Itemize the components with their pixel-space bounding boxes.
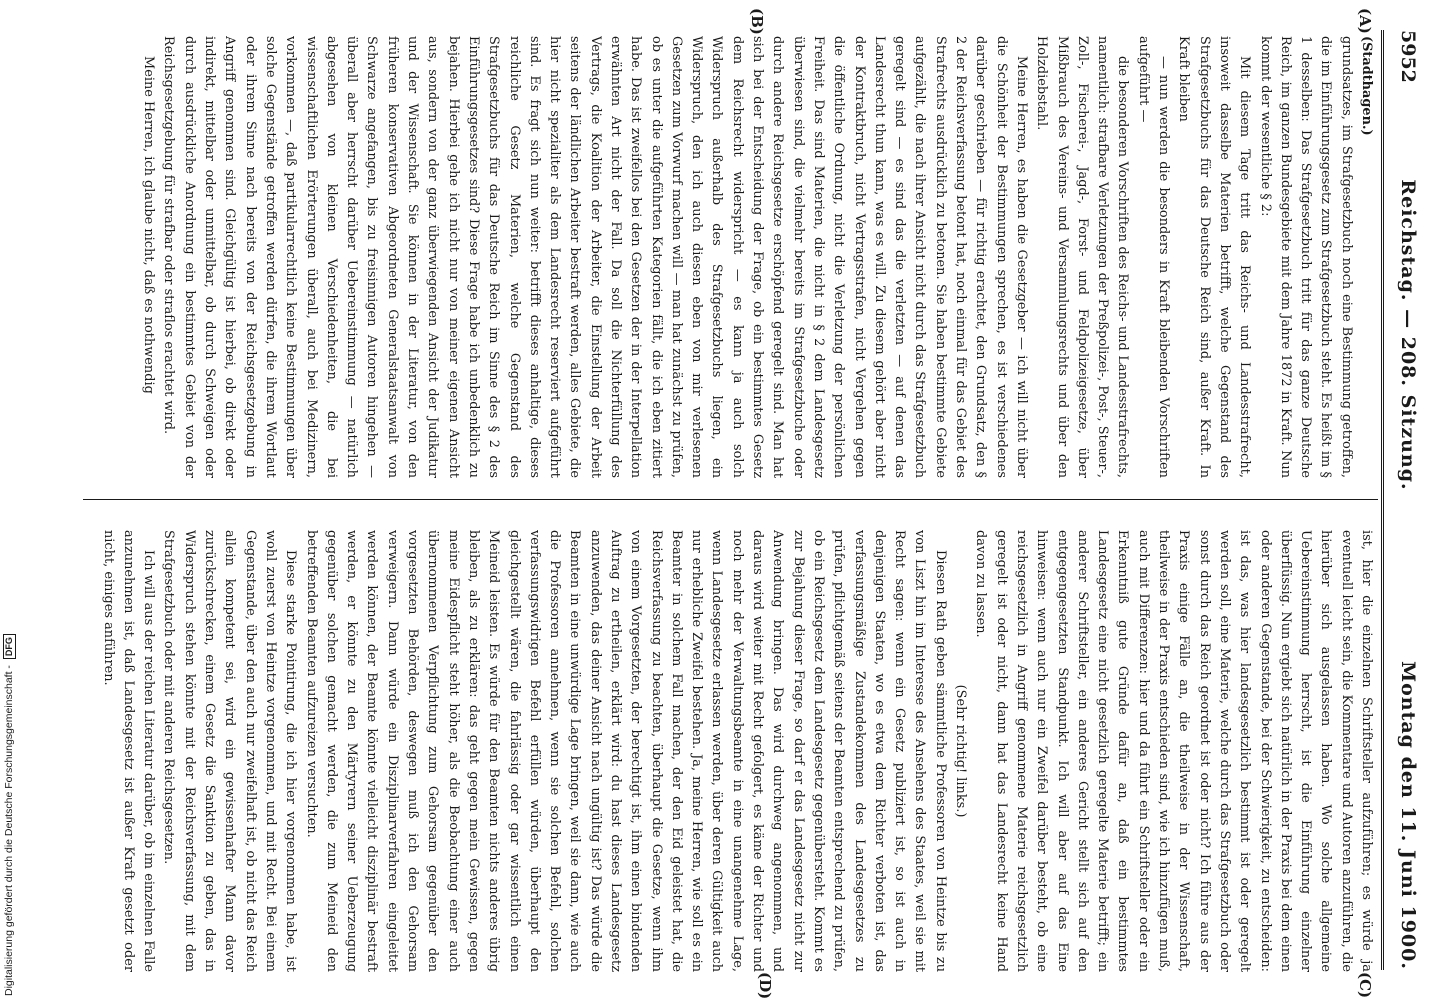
column-divider <box>83 499 1378 500</box>
paragraph: Meine Herren, es haben die Gesetzgeber — ich will nicht über die Schönheit der Bestimmungen sprechen, es ist verschiedenes darüber geschrieben — für richtig erachtet, den Grundsatz, den § 2 der Reichsverfassung betont hat, noch einmal für das Gebiet des Strafrechts ausdrücklich zu betonen. Sie haben bestimmte Gebiete aufgezählt, die nach ihrer Ansicht nicht durch das Strafgesetzbuch geregelt sind — es sind das die verletzten — auf denen das Landesrecht thun kann, was es will. Zu diesem gehört aber nicht der Kontraktbruch, nicht Vertragsstrafen, nicht Vergehen gegen die öffentliche Ordnung, nicht die Verletzung der persönlichen Freiheit. Das sind Materien, die nicht in § 2 dem Landesgesetz überwiesen sind, die vielmehr bereits im Strafgesetzbuche oder durch andere Reichsgesetze erschöpfend geregelt sind. Man hat sich bei der Entscheidung der Frage, ob ein bestimmtes Gesetz dem Reichsrecht widerspricht — es kann ja auch solch Widerspruch außerhalb des Strafgesetzbuchs liegen, ein Widerspruch, den ich auch diesen eben von mir verlesenen Gesetzen zum Vorwurf machen will — man hat zunächst zu prüfen, ob es unter die aufgeführten Kategorien fällt, die ich eben zitiert habe. Das ist zweifellos bei den Gesetzen der in der Interpellation erwähnten Art nicht der Fall. Da soll die Nichterfüllung des Vertrags, die Koalition der Arbeiter, die Einstellung der Arbeit seitens der ländlichen Arbeiter bestraft werden, alles Gebiete, die hier nicht spezialiter als dem Landesrecht reserviert aufgeführt sind. Es fragt sich nun weiter: betrifft dieses anhaltige, dieses reichliche Gesetz Materien, welche Gegenstand des Strafgesetzbuchs für das Deutsche Reich im Sinne des § 2 des Einführungsgesetzes sind? Diese Frage habe ich unbedenklich zu bejahen. Hierbei gehe ich nicht nur von meiner eigenen Ansicht aus, sondern von der ganz überwiegenden Ansicht der Judikatur und der Wissenschaft. Sie können in der Literatur, von den früheren konservativen Abgeordneten Generalstaatsanwalt von Schwarze angefangen, bis zu freisinnigen Autoren hingehen — überall aber herrscht darüber Uebereinstimmung — natürlich abgesehen von kleinen Verschiedenheiten, die bei wissenschaftlichen Erörterungen überall, auch bei Medizinern, vorkommen —, daß partikularrechtlich keine Bestimmungen über solche Gegenstände getroffen werden dürfen, die ihrem Wortlaut oder ihrem Sinne nach bereits von der Reichsgesetzgebung in Angriff genommen sind. Gleichgültig ist hierbei, ob direkt oder indirekt, mittelbar oder unmittelbar, ob durch Schweigen oder durch ausdrückliche Anordnung ein bestimmtes Gebiet von der Reichsgesetzgebung für strafbar oder straflos erachtet wird. <box>161 36 1029 478</box>
running-title: Reichstag. — 208. Sitzung. <box>1397 179 1419 491</box>
paragraph: Meine Herren, ich glaube nicht, daß es nothwendig <box>141 56 157 394</box>
document-page <box>67 0 1434 1000</box>
paragraph: — nun werden die besonders in Kraft bleibenden Vorschriften aufgeführt — <box>1135 36 1172 478</box>
margin-marker-a: (A) <box>1356 8 1374 34</box>
quoted-paragraph: Mit diesem Tage tritt das Reichs- und Landesstrafrecht, insoweit dasselbe Materien betrifft, welche Gegenstand des Strafgesetzbuchs für das Deutsche Reich sind, außer Kraft. In Kraft bleiben <box>1176 36 1253 478</box>
left-column <box>86 36 1376 478</box>
page-number: 5952 <box>1397 30 1419 83</box>
paragraph: Diesen Rath geben sämmtliche Professoren von Heintze bis zu von Liszt hin im Interesse des Ansehens des Staates, weil sie mit Recht sagen: wenn ein Gesetz publiziert ist, so ist auch in denjenigen Staaten, wo es etwa dem Richter verboten ist, das verfassungsmäßige Zustandekommen des Landesgesetzes zu prüfen, pflichtgemäß seitens der Beamten entsprechend zu prüfen, ob ein Reichsgesetz dem Landesgesetz gegenübersteht. Kommt es zur Bejahung dieser Frage, so darf er das Landesgesetz nicht zur Anwendung bringen. Das wird durchweg angenommen, und daraus wird weiter mit Recht gefolgert, es käme der Richter und noch mehr der Verwaltungsbeamte in eine unangenehme Lage, wenn Landesgesetze erlassen werden, über deren Gültigkeit auch nur erhebliche Zweifel bestehen. Ja, meine Herren, wie soll es ein Beamter in solchem Fall machen, der den Eid geleistet hat, die Reichsverfassung zu beachten, überhaupt die Gesetze, wenn ihm von einem Vorgesetzten, der berechtigt ist, ihm einen bindenden Auftrag zu ertheilen, erklärt wird: du hast dieses Landesgesetz anzuwenden, das deiner Ansicht nach ungültig ist? Das würde die Beamten in eine unwürdige Lage bringen, weil sie dann, wie auch die Professoren annehmen, wenn sie solchen Befehl, solchen verfassungswidrigen Befehl erfüllen würden, überhaupt den gleichgestellt wären, die fahrlässig oder gar wissentlich einen Meineid leisten. Es würde für den Beamten nichts anderes übrig bleiben, als zu erklären: das geht gegen mein Gewissen, gegen meine Eidespflicht steht höher, als die Beobachtung einer auch übernommenen Verpflichtung zum Gehorsam gegenüber den vorgesetzten Behörden, deswegen muß ich den Gehorsam verweigern. Dann würde ein Disziplinarverfahren eingeleitet werden können, der Beamte könnte vielleicht disziplinär bestraft werden, er könnte zu den Märtyrern seiner Ueberzeugung gegenüber solchen gemacht werden, die zum Meineid den betreffenden Beamten aufzureizen versuchten. <box>303 530 948 972</box>
interjection: (Sehr richtig! links.) <box>953 684 969 818</box>
paragraph: ist, hier die einzelnen Schriftsteller aufzuführen; es würde ja eventuell leicht sein, die Kommentare und Autoren anzuführen, die hierüber sich ausgelassen haben. Wo solche allgemeine Uebereinstimmung herrscht, ist die Einführung einzelner überflüssig. Nun ergiebt sich natürlich in der Praxis bei dem einen oder anderen Gegenstande, bei der Schwierigkeit, zu entscheiden: ist das, was hier landesgesetzlich bestimmt ist oder geregelt werden soll, eine Materie, welche durch das Strafgesetzbuch oder sonst durch das Reich geordnet ist oder nicht? Ich führe aus der Praxis einige Fälle an, die theilweise in der Wissenschaft, theilweise in der Praxis entschieden sind, wie ich hinzufügen muß, auch mit Differenzen: hier und da führt ein Schriftsteller oder ein Erkenntniß gute Gründe dafür an, daß ein bestimmtes Landesgesetz eine nicht gesetzlich geregelte Materie betrifft; ein anderer Schriftsteller, ein anderes Gericht stellt sich auf den entgegengesetzten Standpunkt. Ich will aber auf das Eine hinweisen: wenn auch nur ein Zweifel darüber besteht, ob eine reichsgesetzlich in Angriff genommene Materie reichsgesetzlich geregelt ist oder nicht, dann hat das Landesrecht keine Hand davon zu lassen. <box>973 530 1374 972</box>
quoted-paragraph: die besonderen Vorschriften des Reichs- und Landesstrafrechts, namentlich: strafbare Verletzungen der Preßpolizei-, Post-, Steuer-, Zoll-, Fischerei-, Jagd-, Forst- und Feldpolizeigesetze, über Mißbrauch des Vereins- und Versammlungsrechts und über den Holzdiebstahl. <box>1034 36 1131 478</box>
dfg-logo-icon: DFG <box>3 634 16 659</box>
digitization-credit <box>2 596 16 996</box>
digitization-credit-text: Digitalisierung gefördert durch die Deutsche Forschungsgemeinschaft - <box>3 665 15 996</box>
margin-marker-b: (B) <box>748 8 766 35</box>
speaker-name: (Stadthagen.) <box>1359 36 1374 136</box>
session-date: Montag den 11. Juni 1900. <box>1397 661 1419 970</box>
margin-marker-d: (D) <box>756 972 774 1000</box>
margin-marker-c: (C) <box>1356 972 1374 999</box>
header-rule <box>1381 30 1384 970</box>
paragraph: Diese starke Pointirung, die ich hier vorgenommen habe, ist wohl zuerst von Heintze vorgenommen, und mit Recht. Bei einem Gegenstande, über den auch nur zweifelhaft ist, ob nicht das Reich allein kompetent sei, wird ein gewissenhafter Mann davor zurückschrecken, einem Gesetz die Sanktion zu geben, das in Widerspruch stehen könnte mit der Reichsverfassung, mit dem Strafgesetzbuch oder mit anderen Reichsgesetzen. <box>161 530 299 972</box>
paragraph: Ich will aus der reichen Literatur darüber, ob im einzelnen Falle anzunehmen ist, daß Landesgesetz ist außer Kraft gesetzt oder nicht, einiges anführen. <box>100 530 157 972</box>
paragraph: grundsatzes, im Strafgesetzbuch noch eine Bestimmung getroffen, die im Einführungsgesetz zum Strafgesetzbuch steht. Es heißt im § 1 desselben: Das Strafgesetzbuch tritt für das ganze Deutsche Reich, im ganzen Bundesgebiete mit dem Jahre 1872 in Kraft. Nun kommt der wesentliche § 2: <box>1257 36 1354 478</box>
page-header <box>1388 30 1428 970</box>
right-column <box>86 530 1376 972</box>
